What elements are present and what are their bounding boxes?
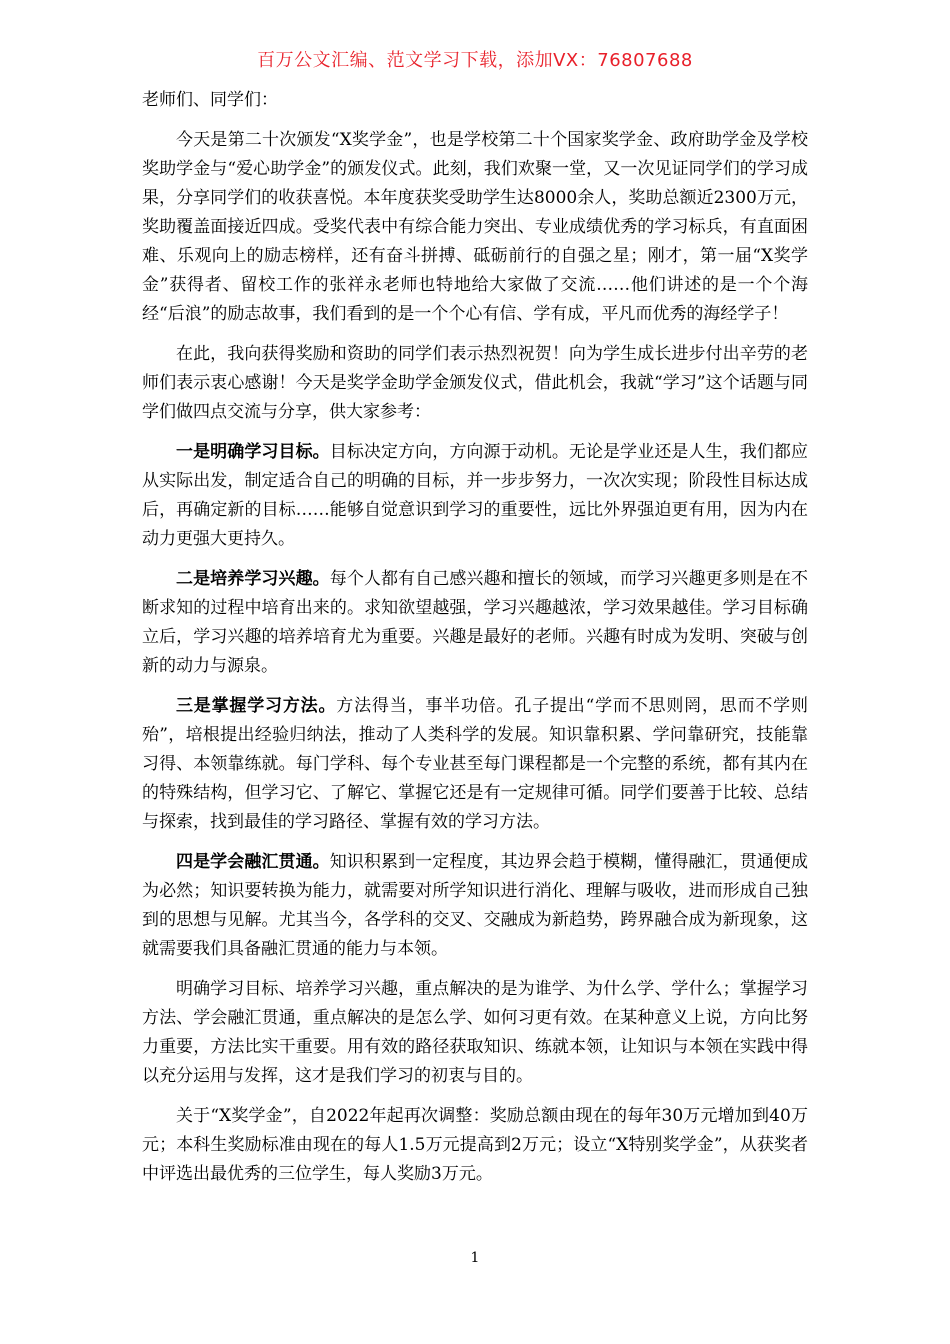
document-body <box>142 86 808 1200</box>
paragraph-2: 在此，我向获得奖励和资助的同学们表示热烈祝贺！向为学生成长进步付出辛劳的老师们表示衷心感谢！今天是奖学金助学金颁发仪式，借此机会，我就“学习”这个话题与同学们做四点交流与分享，供大家参考： <box>142 344 808 422</box>
paragraph-3-lead: 一是明确学习目标。 <box>176 442 330 462</box>
paragraph-3 <box>142 438 808 554</box>
paragraph-4 <box>142 565 808 681</box>
paragraph-7: 明确学习目标、培养学习兴趣，重点解决的是为谁学、为什么学、学什么；掌握学习方法、学会融汇贯通，重点解决的是怎么学、如何习更有效。在某种意义上说，方向比努力重要，方法比实干重要。用有效的路径获取知识、练就本领，让知识与本领在实践中得以充分运用与发挥，这才是我们学习的初衷与目的。 <box>142 979 808 1086</box>
paragraph-5-body: 方法得当，事半功倍。孔子提出“学而不思则罔，思而不学则殆”，培根提出经验归纳法，推动了人类科学的发展。知识靠积累、学问靠研究，技能靠习得、本领靠练就。每门学科、每个专业甚至每门课程都是一个完整的系统，都有其内在的特殊结构，但学习它、了解它、掌握它还是有一定规律可循。同学们要善于比较、总结与探索，找到最佳的学习路径、掌握有效的学习方法。 <box>142 696 808 832</box>
paragraph-3-body: 目标决定方向，方向源于动机。无论是学业还是人生，我们都应从实际出发，制定适合自己的明确的目标，并一步步努力，一次次实现；阶段性目标达成后，再确定新的目标……能够自觉意识到学习的重要性，远比外界强迫更有用，因为内在动力更强大更持久。 <box>142 442 808 549</box>
paragraph-6-body: 知识积累到一定程度，其边界会趋于模糊，懂得融汇，贯通便成为必然；知识要转换为能力，就需要对所学知识进行消化、理解与吸收，进而形成自己独到的思想与见解。尤其当今，各学科的交叉、交融成为新趋势，跨界融合成为新现象，这就需要我们具备融汇贯通的能力与本领。 <box>142 852 808 959</box>
paragraph-5 <box>142 692 808 837</box>
paragraph-5-lead: 三是掌握学习方法。 <box>176 696 337 716</box>
paragraph-4-body: 每个人都有自己感兴趣和擅长的领域，而学习兴趣更多则是在不断求知的过程中培育出来的。求知欲望越强，学习兴趣越浓，学习效果越佳。学习目标确立后，学习兴趣的培养培育尤为重要。兴趣是最好的老师。兴趣有时成为发明、突破与创新的动力与源泉。 <box>142 569 808 676</box>
paragraph-6 <box>142 848 808 964</box>
paragraph-1: 今天是第二十次颁发“X奖学金”，也是学校第二十个国家奖学金、政府助学金及学校奖助学金与“爱心助学金”的颁发仪式。此刻，我们欢聚一堂，又一次见证同学们的学习成果，分享同学们的收获喜悦。本年度获奖受助学生达8000余人，奖助总额近2300万元，奖助覆盖面接近四成。受奖代表中有综合能力突出、专业成绩优秀的学习标兵，有直面困难、乐观向上的励志榜样，还有奋斗拼搏、砥砺前行的自强之星；刚才，第一届“X奖学金”获得者、留校工作的张祥永老师也特地给大家做了交流……他们讲述的是一个个海经“后浪”的励志故事，我们看到的是一个个心有信、学有成，平凡而优秀的海经学子！ <box>142 130 808 324</box>
paragraph-6-lead: 四是学会融汇贯通。 <box>176 852 330 872</box>
header-banner: 百万公文汇编、范文学习下载，添加VX：76807688 <box>257 50 693 71</box>
salutation: 老师们、同学们： <box>142 90 278 110</box>
page-number: 1 <box>470 1250 480 1266</box>
paragraph-8: 关于“X奖学金”，自2022年起再次调整：奖励总额由现在的每年30万元增加到40万元；本科生奖励标准由现在的每人1.5万元提高到2万元；设立“X特别奖学金”，从获奖者中评选出最优秀的三位学生，每人奖励3万元。 <box>142 1106 808 1184</box>
paragraph-4-lead: 二是培养学习兴趣。 <box>176 569 330 589</box>
